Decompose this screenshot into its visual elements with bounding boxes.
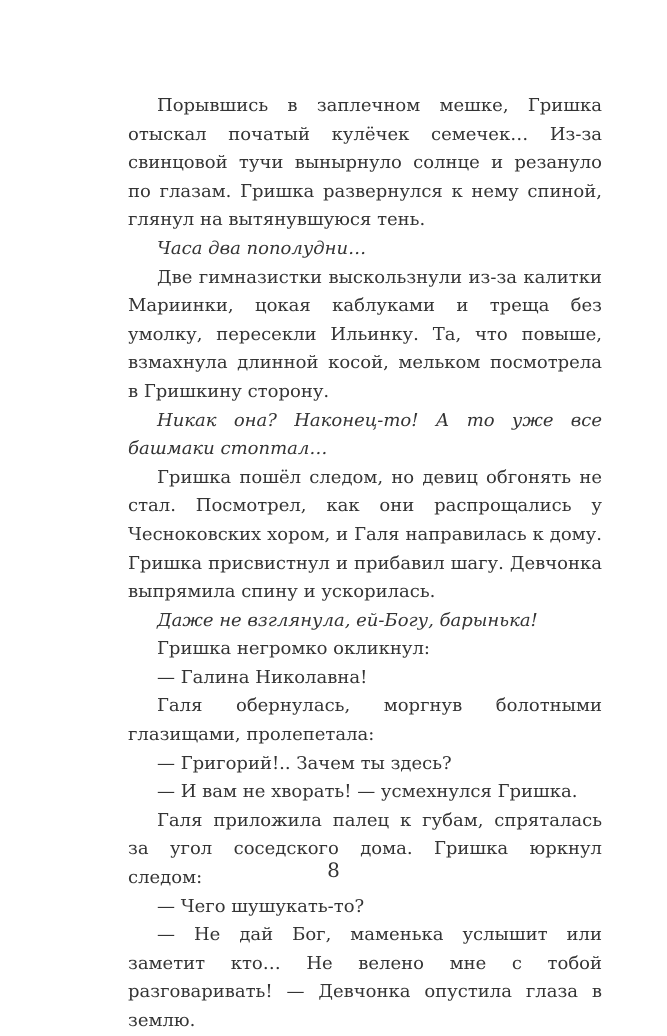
paragraph-italic-thought: Даже не взглянула, ей-Богу, барынька! [157,609,538,631]
paragraph: Порывшись в заплечном мешке, Гришка отыскал початый кулёчек семечек… Из-за свинцовой тучи вынырнуло солнце и резануло по глазам. Гришка развернулся к нему спиной, глянул на вытянувшуюся тень. [128,95,602,231]
dialogue-line: — Чего шушукать-то? [157,895,365,917]
body-text [128,92,602,1036]
paragraph: Гришка негромко окликнул: [157,638,430,660]
dialogue-line: — Не дай Бог, маменька услышит или заметит кто… Не велено мне с тобой разговаривать! — Девчонка опустила глаза в землю. [128,924,602,1031]
page-number: 8 [327,858,340,882]
paragraph: Галя приложила палец к губам, спряталась за угол соседского дома. Гришка юркнул следом: [128,809,602,889]
paragraph-italic-thought: Никак она? Наконец-то! А то уже все башмаки стоптал… [128,409,602,460]
paragraph: Галя обернулась, моргнув болотными глазищами, пролепетала: [128,695,602,746]
paragraph: Две гимназистки выскользнули из-за калитки Мариинки, цокая каблуками и треща без умолку, пересекли Ильинку. Та, что повыше, взмахнула длинной косой, мельком посмотрела в Гришкину сторону. [128,266,602,402]
paragraph: Гришка пошёл следом, но девиц обгонять не стал. Посмотрел, как они распрощались у Чесноковских хором, и Галя направилась к дому. Гришка присвистнул и прибавил шагу. Девчонка выпрямила спину и ускорилась. [128,466,602,603]
dialogue-line: — Григорий!.. Зачем ты здесь? [157,752,452,774]
paragraph-italic-thought: Часа два пополудни… [157,237,367,259]
dialogue-line: — Галина Николавна! [157,666,368,688]
dialogue-line: — И вам не хворать! — усмехнулся Гришка. [157,781,578,803]
